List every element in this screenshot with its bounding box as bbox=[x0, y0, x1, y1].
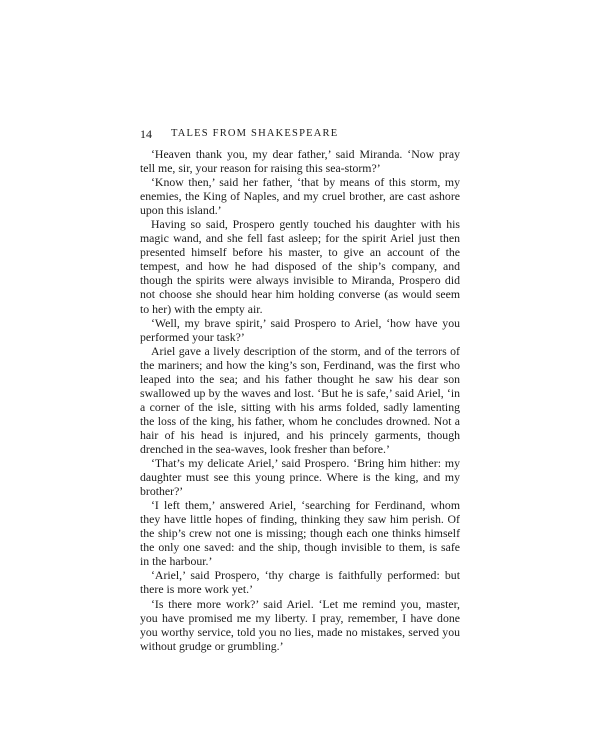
paragraph-5: Ariel gave a lively description of the storm, and of the terrors of the mariners; and how the king’s son, Ferdinand, was the first who leaped into the sea; and his father thought he saw his dear son swallowed up by the waves and lost. ‘But he is safe,’ said Ariel, ‘in a corner of the isle, sitting with his arms folded, sadly lamenting the loss of the king, his father, whom he concludes drowned. Not a hair of his head is injured, and his princely garments, though drenched in the sea-waves, look fresher than before.’ bbox=[140, 343, 460, 456]
paragraph-2: ‘Know then,’ said her father, ‘that by means of this storm, my enemies, the King of Naples, and my cruel brother, are cast ashore upon this island.’ bbox=[140, 175, 460, 218]
running-head bbox=[140, 126, 460, 142]
paragraph-7: ‘I left them,’ answered Ariel, ‘searching for Ferdinand, whom they have little hopes of finding, thinking they saw him perish. Of the ship’s crew not one is missing; though each one thinks himself the only one saved: and the ship, though invisible to them, is safe in the harbour.’ bbox=[140, 498, 460, 569]
book-title: TALES FROM SHAKESPEARE bbox=[171, 128, 339, 139]
paragraph-8: ‘Ariel,’ said Prospero, ‘thy charge is faithfully performed: but there is more work yet.’ bbox=[140, 568, 460, 597]
paragraph-9: ‘Is there more work?’ said Ariel. ‘Let me remind you, master, you have promised me my liberty. I pray, remember, I have done you worthy service, told you no lies, made no mistakes, served you without grudge or grumbling.’ bbox=[140, 596, 460, 653]
body-text bbox=[140, 147, 460, 653]
paragraph-6: ‘That’s my delicate Ariel,’ said Prospero. ‘Bring him hither: my daughter must see this young prince. Where is the king, and my brother?’ bbox=[140, 456, 460, 499]
page-number: 14 bbox=[140, 127, 152, 141]
paragraph-4: ‘Well, my brave spirit,’ said Prospero to Ariel, ‘how have you performed your task?’ bbox=[140, 315, 460, 344]
paragraph-1: ‘Heaven thank you, my dear father,’ said Miranda. ‘Now pray tell me, sir, your reason for raising this sea-storm?’ bbox=[140, 147, 460, 176]
paragraph-3: Having so said, Prospero gently touched his daughter with his magic wand, and she fell fast asleep; for the spirit Ariel just then presented himself before his master, to give an account of the tempest, and how he had disposed of the ship’s company, and though the spirits were always invisible to Miranda, Prospero did not choose she should hear him holding converse (as would seem to her) with the empty air. bbox=[140, 217, 460, 316]
